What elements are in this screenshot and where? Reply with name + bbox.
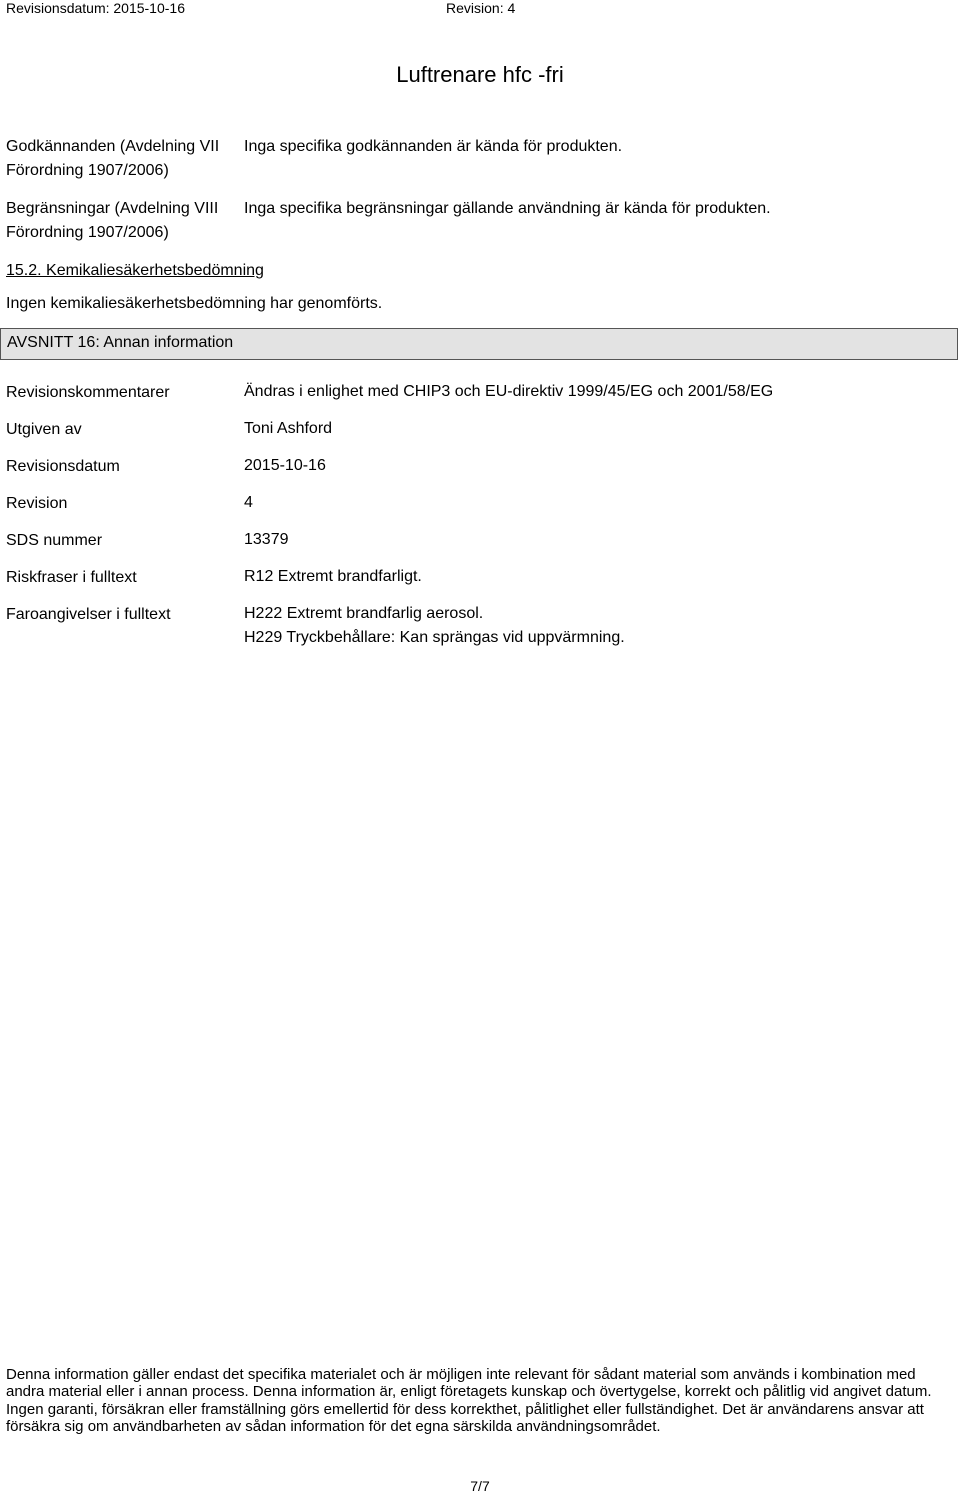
label-line-1: Godkännanden (Avdelning VII [6,138,220,155]
subsection-text: Ingen kemikaliesäkerhetsbedömning har genomförts. [6,295,383,312]
value-hazard-statements [244,602,625,650]
section-16-header [0,328,958,360]
hazard-statement-h222: H222 Extremt brandfarlig aerosol. [244,605,484,622]
label-line-2: Förordning 1907/2006) [6,162,169,179]
value-revision: 4 [244,494,253,511]
label-revision: Revision [6,495,68,512]
value-revision-comments: Ändras i enlighet med CHIP3 och EU-direktiv 1999/45/EG och 2001/58/EG [244,383,774,400]
regulation-value-restrictions: Inga specifika begränsningar gällande användning är kända för produkten. [244,200,771,217]
hazard-statement-h229: H229 Tryckbehållare: Kan sprängas vid uppvärmning. [244,629,625,646]
label-line-1: Begränsningar (Avdelning VIII [6,200,219,217]
label-risk-phrases: Riskfraser i fulltext [6,569,137,586]
value-sds-number: 13379 [244,531,289,548]
label-revision-comments: Revisionskommentarer [6,384,170,401]
regulation-label-authorisations [6,135,219,183]
label-line-2: Förordning 1907/2006) [6,224,169,241]
value-risk-phrases: R12 Extremt brandfarligt. [244,568,422,585]
regulation-label-restrictions [6,197,218,245]
value-revision-date: 2015-10-16 [244,457,326,474]
document-title: Luftrenare hfc -fri [396,62,564,87]
label-hazard-statements: Faroangivelser i fulltext [6,606,171,623]
footer-disclaimer: Denna information gäller endast det specifika materialet och är möjligen inte relevant för sådant material som används i kombination med andra material eller i annan process. Denna information är, enligt företagets kunskap och övertygelse, korrekt och pålitlig vid angivet datum. Ingen garanti, försäkran eller framställning görs emellertid för dess korrekthet, pålitlighet eller fullständighet. Det är användarens ansvar att försäkra sig om användbarheten av sådan information för det egna särskilda användningsområdet. [6,1366,932,1436]
label-sds-number: SDS nummer [6,532,103,549]
subsection-title: 15.2. Kemikaliesäkerhetsbedömning [6,262,264,279]
header-revision: Revision: 4 [446,0,516,16]
header-revision-date: Revisionsdatum: 2015-10-16 [6,0,185,16]
label-revision-date: Revisionsdatum [6,458,120,475]
value-issued-by: Toni Ashford [244,420,333,437]
page-number: 7/7 [470,1478,490,1494]
regulation-value-authorisations: Inga specifika godkännanden är kända för produkten. [244,138,623,155]
label-issued-by: Utgiven av [6,421,82,438]
section-16-title: AVSNITT 16: Annan information [7,334,234,351]
